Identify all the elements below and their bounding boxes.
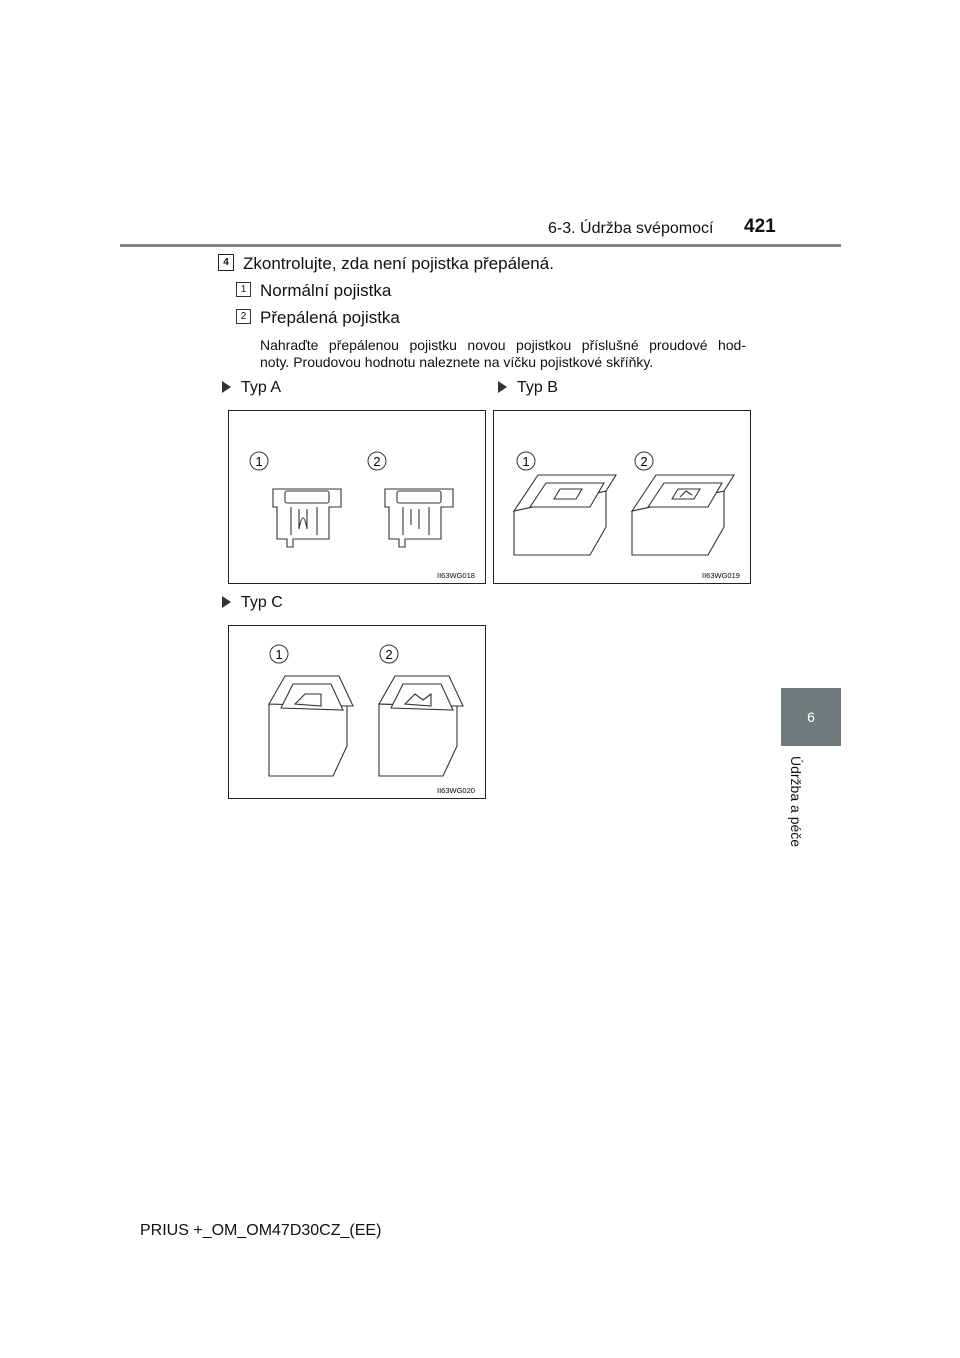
- header-divider: [120, 244, 841, 247]
- type-b-label: Typ B: [498, 379, 558, 397]
- note-line: Nahraďte přepálenou pojistku novou pojistkou příslušné proudové hod-: [260, 337, 746, 353]
- item-blown-fuse: Přepálená pojistka: [260, 308, 400, 327]
- callout-1: 1: [255, 454, 263, 469]
- callout-1: 1: [522, 454, 530, 469]
- callout-2: 2: [385, 647, 393, 662]
- type-c-label: Typ C: [222, 594, 283, 612]
- triangle-bullet-icon: [498, 381, 507, 393]
- section-title: 6-3. Údržba svépomocí: [548, 220, 714, 237]
- item-number-badge: 1: [236, 282, 251, 297]
- note-line: noty. Proudovou hodnotu naleznete na víčku pojistkové skříňky.: [260, 354, 654, 370]
- note-paragraph: [260, 337, 746, 371]
- callout-2: 2: [373, 454, 381, 469]
- callout-2: 2: [640, 454, 648, 469]
- triangle-bullet-icon: [222, 596, 231, 608]
- figure-code: II63WG020: [437, 786, 475, 795]
- figure-code: II63WG018: [437, 571, 475, 580]
- fuse-type-a-illustration: [229, 411, 485, 583]
- item-number-badge: 2: [236, 309, 251, 324]
- step-text: Zkontrolujte, zda není pojistka přepálená.: [243, 254, 554, 273]
- fuse-type-b-illustration: [494, 411, 750, 583]
- chapter-number: 6: [807, 709, 815, 725]
- page-number: 421: [744, 216, 776, 237]
- callout-1: 1: [275, 647, 283, 662]
- chapter-title-vertical: [786, 756, 806, 856]
- fuse-type-c-illustration: [229, 626, 485, 798]
- chapter-title: Údržba a péče: [788, 756, 804, 848]
- figure-type-c: [228, 625, 486, 799]
- figure-type-b: [493, 410, 751, 584]
- step-number-box: 4: [218, 254, 234, 271]
- item-normal-fuse: Normální pojistka: [260, 281, 392, 300]
- figure-code: II63WG019: [702, 571, 740, 580]
- chapter-tab[interactable]: [781, 688, 841, 746]
- type-a-label: Typ A: [222, 379, 281, 397]
- triangle-bullet-icon: [222, 381, 231, 393]
- document-code: PRIUS +_OM_OM47D30CZ_(EE): [140, 1222, 382, 1239]
- figure-type-a: [228, 410, 486, 584]
